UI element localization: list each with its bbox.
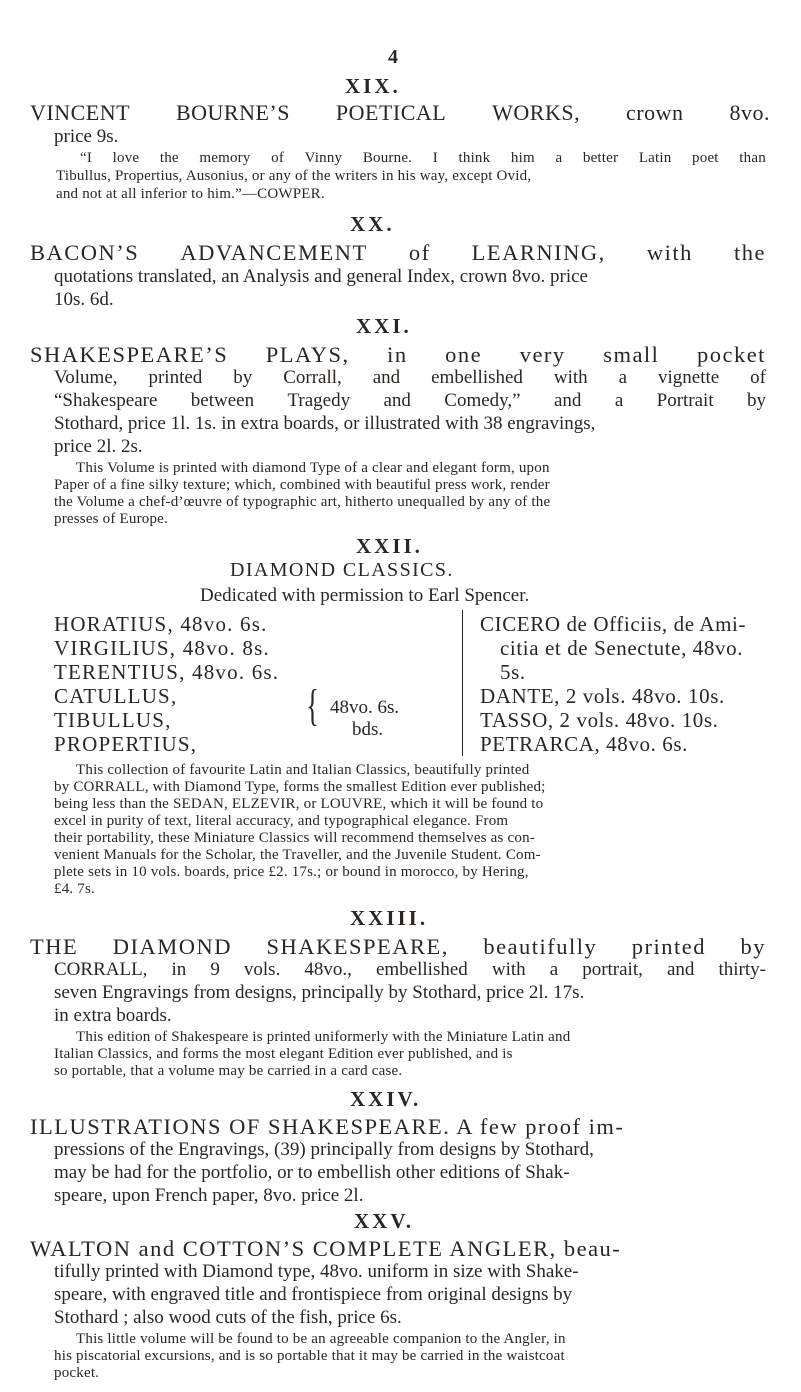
classic-item: VIRGILIUS, 48vo. 8s. [54,636,270,660]
entry-note: This edition of Shakespeare is printed uniformerly with the Miniature Latin and [76,1029,571,1045]
classic-item: citia et de Senectute, 48vo. [500,636,744,660]
entry-text: “Shakespeare between Tragedy and Comedy,” and a Portrait by [54,390,766,411]
column-rule [462,610,463,756]
entry-text: price 2l. 2s. [54,436,143,457]
brace-binding: bds. [352,719,384,740]
classic-item: PROPERTIUS, [54,732,198,756]
entry-text: price 9s. [54,126,119,147]
classic-item: HORATIUS, 48vo. 6s. [54,612,268,636]
entry-text: Stothard, price 1l. 1s. in extra boards, or illustrated with 38 engravings, [54,413,596,434]
entry-note: their portability, these Miniature Classics will recommend themselves as con- [54,830,535,846]
entry-note: This little volume will be found to be an agreeable companion to the Angler, in [76,1331,566,1347]
entry-title: ILLUSTRATIONS OF SHAKESPEARE. A few proof im- [30,1114,625,1139]
entry-note: Tibullus, Propertius, Ausonius, or any of the writers in his way, except Ovid, [56,168,532,184]
classic-item: 5s. [500,660,526,684]
entry-text: Stothard ; also wood cuts of the fish, price 6s. [54,1307,402,1328]
section-title: DIAMOND CLASSICS. [230,559,454,581]
entry-note: pocket. [54,1365,100,1381]
entry-note: Italian Classics, and forms the most elegant Edition ever published, and is [54,1046,513,1062]
entry-text: speare, upon French paper, 8vo. price 2l. [54,1185,364,1206]
entry-note: his piscatorial excursions, and is so portable that it may be carried in the waistcoat [54,1348,565,1364]
entry-text: tifully printed with Diamond type, 48vo. uniform in size with Shake- [54,1261,579,1282]
classic-item: CATULLUS, [54,684,178,708]
entry-note: Paper of a fine silky texture; which, combined with beautiful press work, render [54,477,550,493]
entry-note: the Volume a chef-d’œuvre of typographic art, hitherto unequalled by any of the [54,494,551,510]
entry-note: being less than the SEDAN, ELZEVIR, or LOUVRE, which it will be found to [54,796,544,812]
entry-title: BACON’S ADVANCEMENT of LEARNING, with the [30,240,766,265]
brace-price: 48vo. 6s. [330,697,400,718]
entry-note: so portable, that a volume may be carried in a card case. [54,1063,403,1079]
entry-title: THE DIAMOND SHAKESPEARE, beautifully printed by [30,934,766,959]
entry-title: VINCENT BOURNE’S POETICAL WORKS, crown 8vo. [30,100,770,125]
entry-note: This collection of favourite Latin and Italian Classics, beautifully printed [76,762,530,778]
section-numeral-xxii: XXII. [356,534,423,558]
entry-note: This Volume is printed with diamond Type of a clear and elegant form, upon [76,460,550,476]
entry-text: pressions of the Engravings, (39) principally from designs by Stothard, [54,1139,594,1160]
entry-note: by CORRALL, with Diamond Type, forms the smallest Edition ever published; [54,779,546,795]
section-numeral-xxi: XXI. [356,314,412,338]
entry-title: WALTON and COTTON’S COMPLETE ANGLER, beau- [30,1236,622,1261]
entry-text: speare, with engraved title and frontispiece from original designs by [54,1284,573,1305]
entry-text: seven Engravings from designs, principally by Stothard, price 2l. 17s. [54,982,585,1003]
classic-item: TERENTIUS, 48vo. 6s. [54,660,280,684]
entry-title: SHAKESPEARE’S PLAYS, in one very small pocket [30,342,766,367]
section-numeral-xxiii: XXIII. [350,906,429,930]
classic-item: TIBULLUS, [54,708,172,732]
page-number: 4 [388,46,398,68]
entry-text: Volume, printed by Corrall, and embellished with a vignette of [54,367,766,388]
section-numeral-xix: XIX. [345,74,401,98]
brace-glyph: { [306,681,319,730]
entry-note: “I love the memory of Vinny Bourne. I think him a better Latin poet than [80,150,766,166]
classic-item: DANTE, 2 vols. 48vo. 10s. [480,684,725,708]
entry-note: plete sets in 10 vols. boards, price £2. 17s.; or bound in morocco, by Hering, [54,864,529,880]
entry-note: venient Manuals for the Scholar, the Traveller, and the Juvenile Student. Com- [54,847,541,863]
entry-note: presses of Europe. [54,511,168,527]
classic-item: CICERO de Officiis, de Ami- [480,612,747,636]
entry-note: and not at all inferior to him.”—COWPER. [56,186,325,202]
dedication: Dedicated with permission to Earl Spencer. [200,585,530,606]
classic-item: TASSO, 2 vols. 48vo. 10s. [480,708,719,732]
entry-text: CORRALL, in 9 vols. 48vo., embellished with a portrait, and thirty- [54,959,766,980]
entry-text: may be had for the portfolio, or to embellish other editions of Shak- [54,1162,570,1183]
entry-note: £4. 7s. [54,881,95,897]
section-numeral-xxv: XXV. [354,1209,415,1233]
entry-text: 10s. 6d. [54,289,114,310]
entry-text: quotations translated, an Analysis and general Index, crown 8vo. price [54,266,588,287]
entry-note: excel in purity of text, literal accuracy, and typographical elegance. From [54,813,509,829]
section-numeral-xx: XX. [350,212,395,236]
entry-text: in extra boards. [54,1005,172,1026]
classic-item: PETRARCA, 48vo. 6s. [480,732,689,756]
section-numeral-xxiv: XXIV. [350,1087,422,1111]
